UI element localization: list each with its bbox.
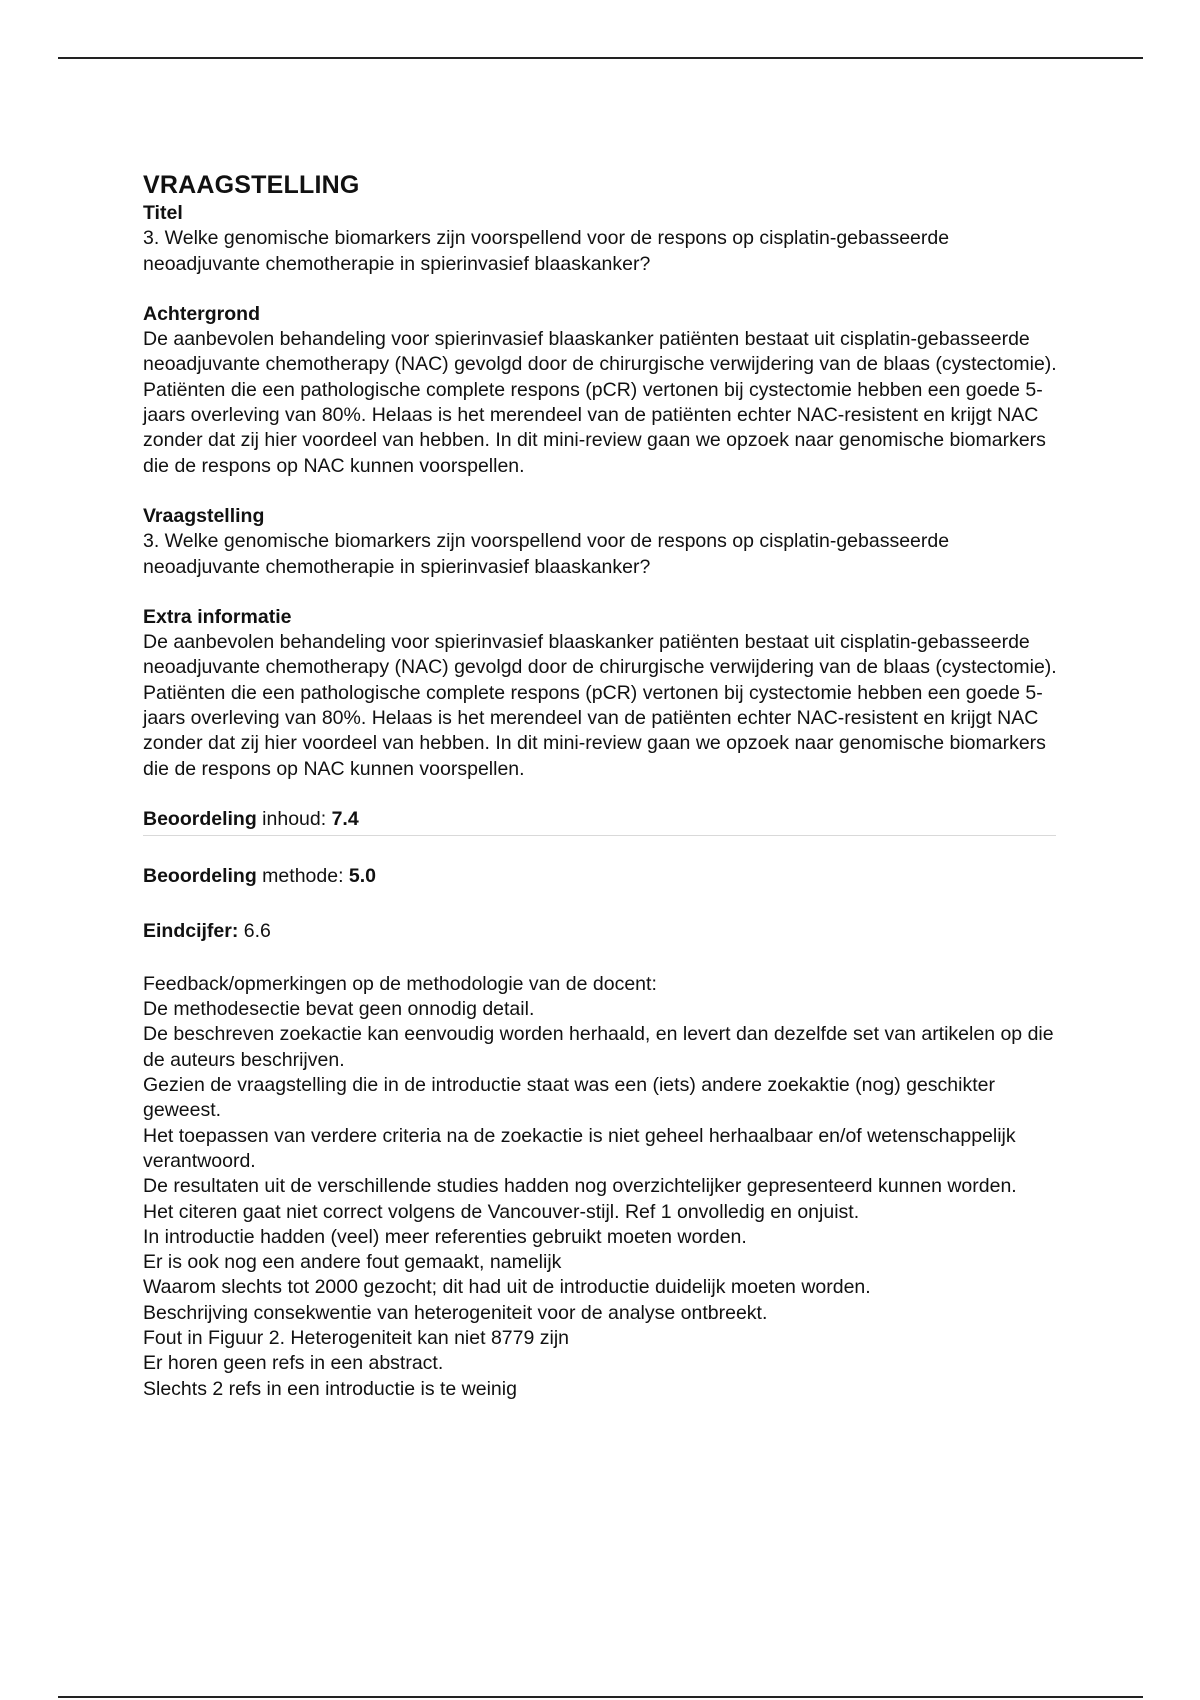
section-body: De aanbevolen behandeling voor spierinvasief blaaskanker patiënten bestaat uit cisplatin-gebasseerde neoadjuvante chemotherapy (NAC) gevolgd door de chirurgische verwijdering van de blaas (cystectomie). Patiënten die een pathologische complete respons (pCR) vertonen bij cystectomie hebben een goede 5-jaars overleving van 80%. Helaas is het merendeel van de patiënten echter NAC-resistent en krijgt NAC zonder dat zij hier voordeel van hebben. In dit mini-review gaan we opzoek naar genomische biomarkers die de respons op NAC kunnen voorspellen. (143, 631, 1057, 780)
section-body: 3. Welke genomische biomarkers zijn voorspellend voor de respons op cisplatin-gebasseerde neoadjuvante chemotherapie in spierinvasief blaaskanker? (143, 530, 950, 578)
feedback-block (143, 972, 1063, 1402)
rating-label-bold: Beoordeling (143, 807, 257, 830)
feedback-line: Gezien de vraagstelling die in de introductie staat was een (iets) andere zoekaktie (nog) geschikter geweest. (143, 1074, 995, 1122)
section-titel (143, 201, 1063, 277)
rating-value: 5.0 (348, 865, 377, 888)
feedback-line: Waarom slechts tot 2000 gezocht; dit had uit de introductie duidelijk moeten worden. (143, 1276, 871, 1299)
section-heading: Achtergrond (143, 302, 260, 325)
rating-inhoud (143, 807, 1056, 836)
document-content (143, 170, 1063, 1402)
feedback-line: De methodesectie bevat geen onnodig detail. (143, 998, 535, 1021)
feedback-line: Slechts 2 refs in een introductie is te weinig (143, 1377, 517, 1400)
section-body: 3. Welke genomische biomarkers zijn voorspellend voor de respons op cisplatin-gebasseerde neoadjuvante chemotherapie in spierinvasief blaaskanker? (143, 227, 950, 275)
final-grade (143, 919, 1063, 944)
feedback-line: Het toepassen van verdere criteria na de zoekactie is niet geheel herhaalbaar en/of wetenschappelijk verantwoord. (143, 1124, 1016, 1172)
final-grade-value: 6.6 (238, 919, 271, 942)
rating-value: 7.4 (331, 807, 359, 830)
feedback-line: Fout in Figuur 2. Heterogeniteit kan niet 8779 zijn (143, 1326, 570, 1349)
section-achtergrond (143, 302, 1063, 479)
section-body: De aanbevolen behandeling voor spierinvasief blaaskanker patiënten bestaat uit cisplatin-gebasseerde neoadjuvante chemotherapy (NAC) gevolgd door de chirurgische verwijdering van de blaas (cystectomie). Patiënten die een pathologische complete respons (pCR) vertonen bij cystectomie hebben een goede 5-jaars overleving van 80%. Helaas is het merendeel van de patiënten echter NAC-resistent en krijgt NAC zonder dat zij hier voordeel van hebben. In dit mini-review gaan we opzoek naar genomische biomarkers die de respons op NAC kunnen voorspellen. (143, 328, 1057, 477)
feedback-line: Beschrijving consekwentie van heterogeniteit voor de analyse ontbreekt. (143, 1301, 768, 1324)
bottom-rule (58, 1696, 1143, 1698)
final-grade-label: Eindcijfer: (143, 919, 239, 942)
feedback-line: De beschreven zoekactie kan eenvoudig worden herhaald, en levert dan dezelfde set van artikelen op die de auteurs beschrijven. (143, 1023, 1054, 1071)
section-heading: Extra informatie (143, 605, 292, 628)
feedback-line: De resultaten uit de verschillende studies hadden nog overzichtelijker gepresenteerd kunnen worden. (143, 1175, 1017, 1198)
section-vraagstelling (143, 504, 1063, 580)
feedback-line: Feedback/opmerkingen op de methodologie van de docent: (143, 972, 657, 995)
rating-methode (143, 864, 1063, 889)
feedback-line: In introductie hadden (veel) meer referenties gebruikt moeten worden. (143, 1225, 747, 1248)
rating-label: inhoud: (256, 807, 332, 830)
feedback-line: Er horen geen refs in een abstract. (143, 1352, 444, 1375)
section-heading: Titel (143, 202, 183, 224)
section-heading: Vraagstelling (143, 504, 265, 527)
feedback-line: Het citeren gaat niet correct volgens de Vancouver-stijl. Ref 1 onvolledig en onjuist. (143, 1200, 860, 1223)
rating-label: methode: (256, 865, 349, 888)
page-title: VRAAGSTELLING (143, 171, 360, 199)
feedback-line: Er is ook nog een andere fout gemaakt, namelijk (143, 1251, 562, 1274)
section-extra-informatie (143, 605, 1063, 782)
rating-label-bold: Beoordeling (143, 865, 257, 888)
top-rule (58, 57, 1143, 59)
